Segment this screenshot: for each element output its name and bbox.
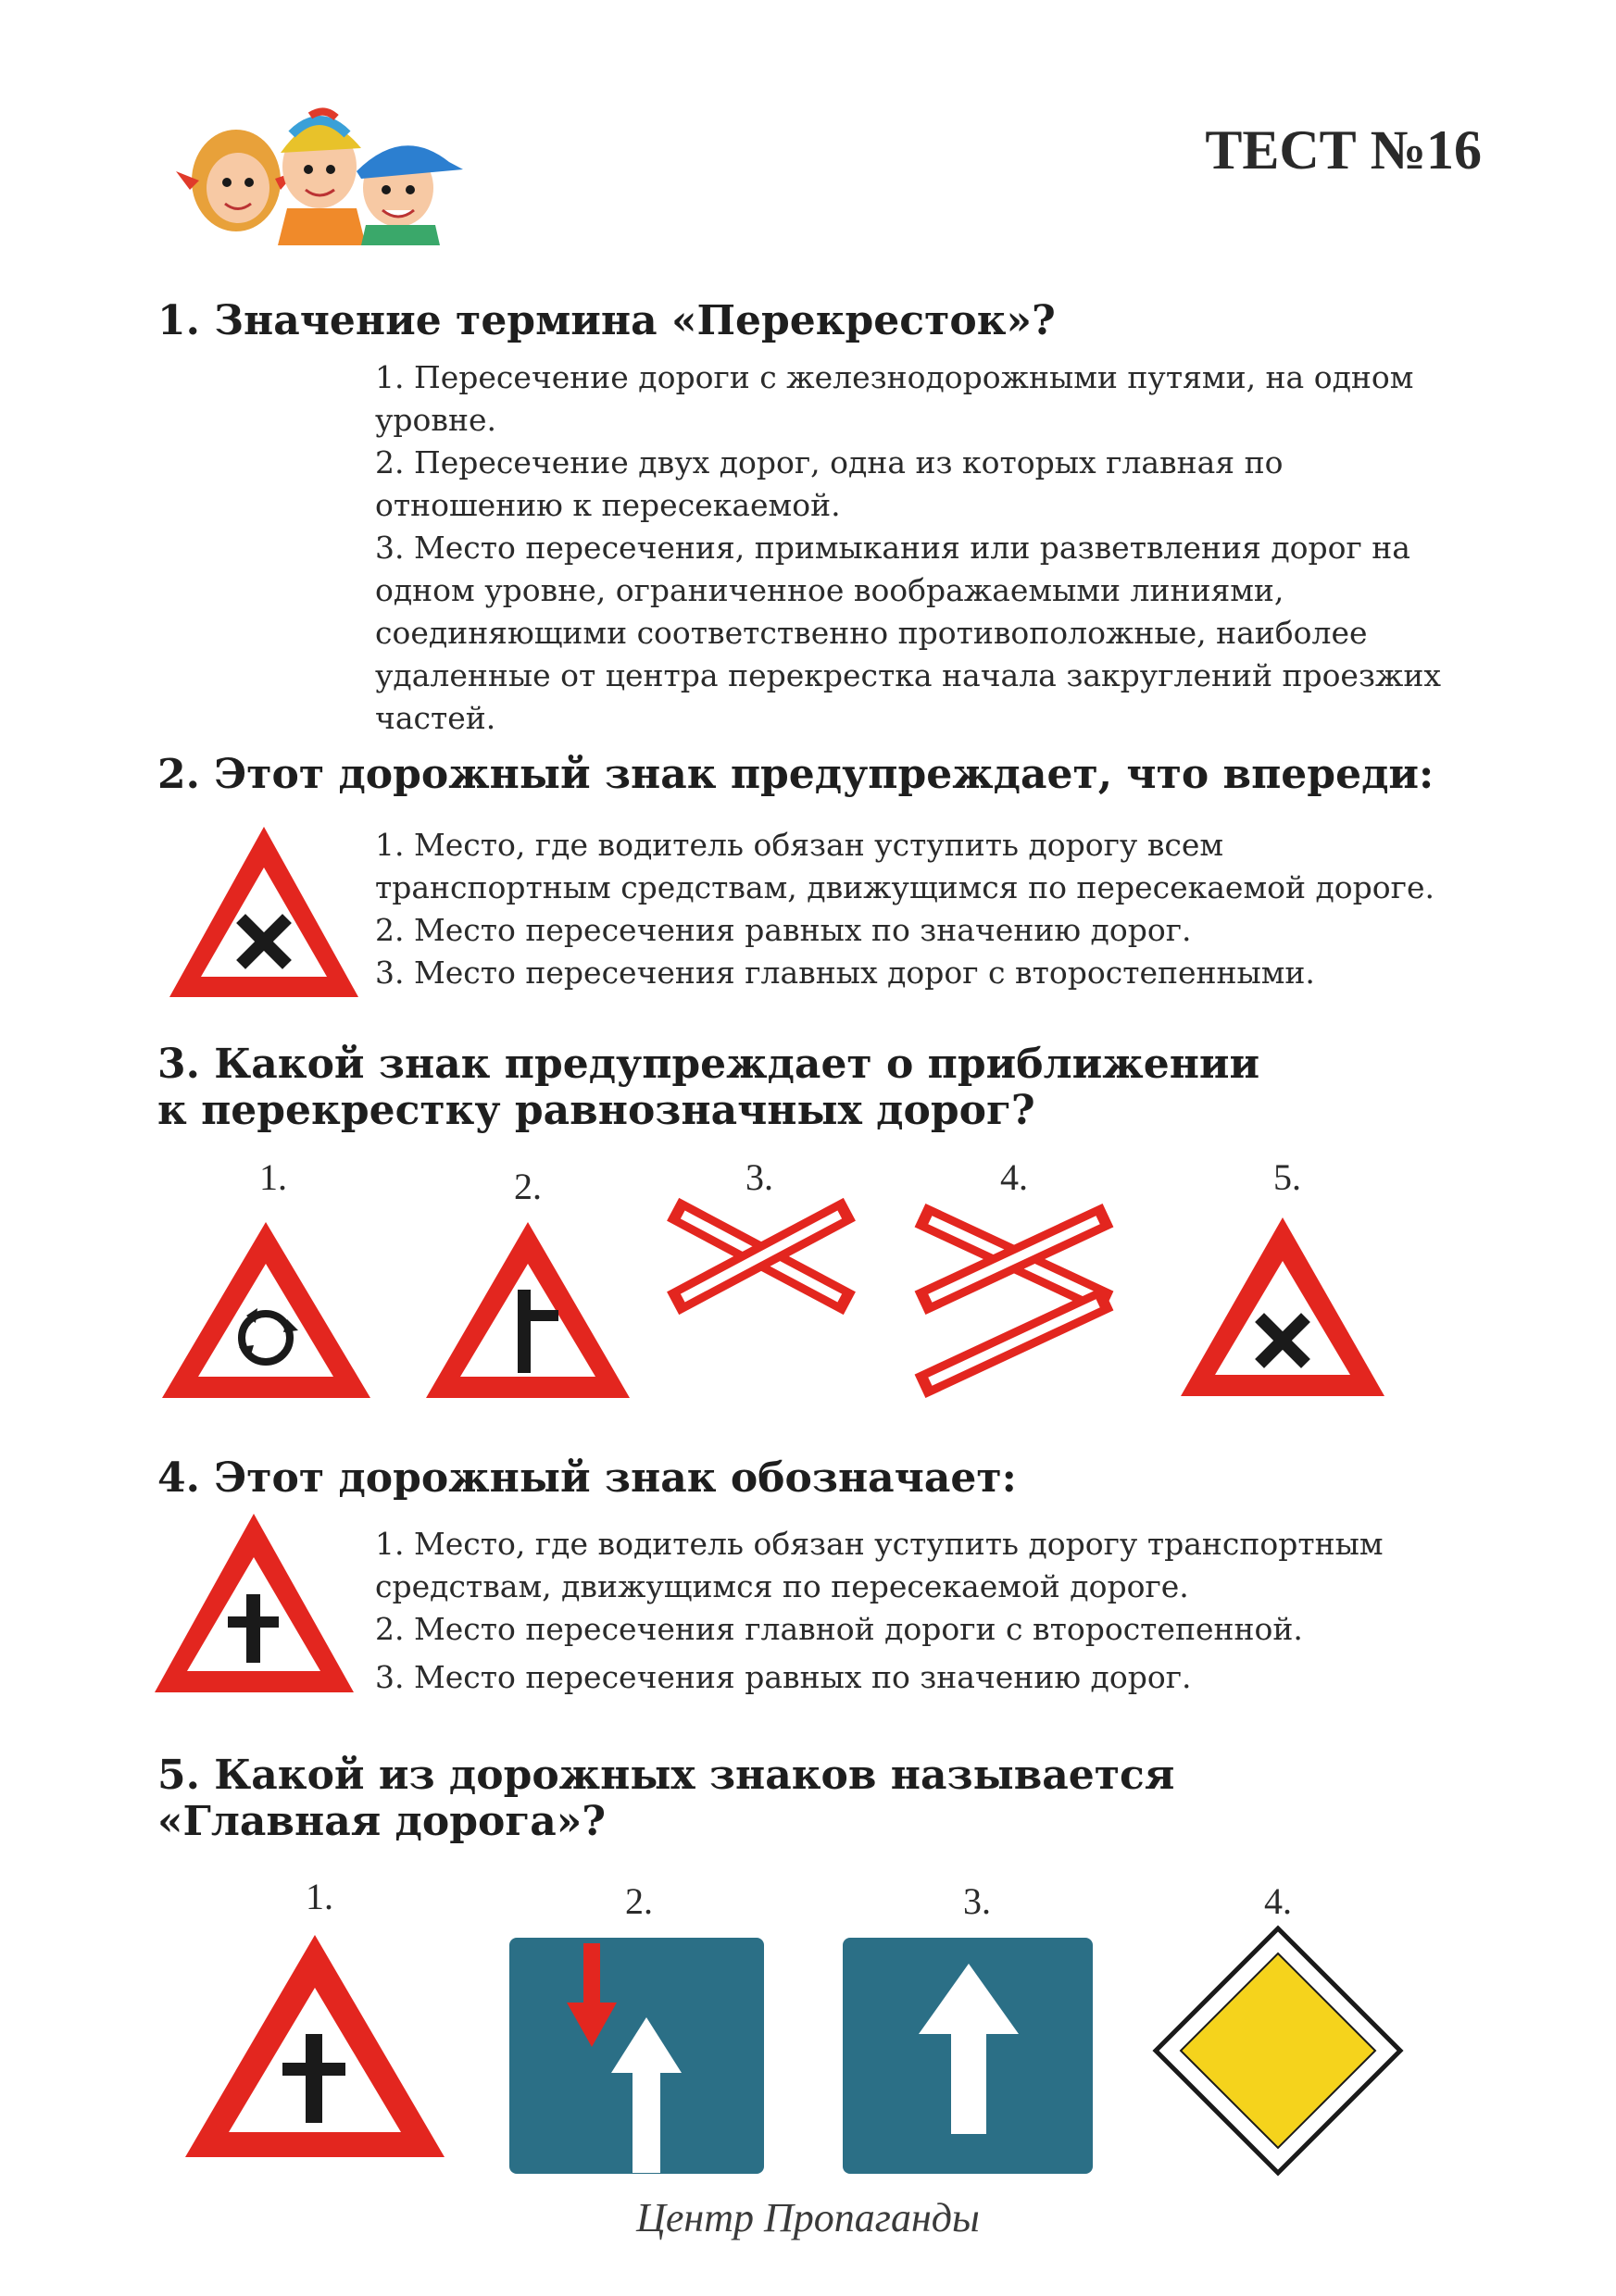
test-title: ТЕСТ №16 bbox=[1205, 119, 1482, 181]
question-1-title: 1. Значение термина «Перекресток»? bbox=[157, 297, 1056, 344]
question-2-answer-1: 1. Место, где водитель обязан уступить дорогу всем транспортным средствам, движущимся по пересекаемой дороге. bbox=[375, 827, 1434, 905]
question-5-option-3-label: 3. bbox=[963, 1880, 991, 1922]
question-4-title: 4. Этот дорожный знак обозначает: bbox=[157, 1454, 1017, 1502]
sign-side-road-junction bbox=[421, 1217, 634, 1403]
question-1-answers bbox=[375, 356, 1459, 740]
sign-railway-crossing-double bbox=[908, 1204, 1121, 1375]
question-3-title-line-1: 3. Какой знак предупреждает о приближении bbox=[157, 1041, 1260, 1088]
question-5-title-line-2: «Главная дорога»? bbox=[157, 1798, 607, 1845]
sign-main-road-diamond bbox=[1153, 1926, 1403, 2176]
warning-sign-main-road-crossing bbox=[150, 1509, 358, 1699]
sign-priority-over-oncoming bbox=[509, 1938, 764, 2174]
question-3-option-1-label: 1. bbox=[259, 1156, 287, 1198]
question-4-answers bbox=[375, 1523, 1449, 1699]
question-3-option-4-label: 4. bbox=[1000, 1156, 1028, 1198]
question-1-answer-3: 3. Место пересечения, примыкания или разветвления дорог на одном уровне, ограниченное воображаемыми линиями, соединяющими соответственно противоположные, наиболее удаленные от центра перекрестка начала закруглений проезжих частей. bbox=[375, 530, 1441, 736]
question-4-answer-3: 3. Место пересечения равных по значению дорог. bbox=[375, 1659, 1192, 1695]
children-illustration bbox=[171, 79, 477, 245]
question-5-option-1-label: 1. bbox=[306, 1876, 333, 1917]
footer-credit: Центр Пропаганды bbox=[636, 2195, 980, 2240]
question-4-answer-2: 2. Место пересечения главной дороги с второстепенной. bbox=[375, 1611, 1303, 1647]
question-5-option-2-label: 2. bbox=[625, 1880, 653, 1922]
sign-main-road-crossing bbox=[181, 1930, 449, 2162]
sign-crossroads-equal bbox=[1176, 1213, 1389, 1403]
sign-railway-crossing-single bbox=[662, 1204, 861, 1310]
sign-one-way-road bbox=[843, 1938, 1093, 2174]
question-2-answers bbox=[375, 824, 1468, 994]
question-1-answer-1: 1. Пересечение дороги с железнодорожными путями, на одном уровне. bbox=[375, 359, 1414, 438]
question-2-answer-3: 3. Место пересечения главных дорог с второстепенными. bbox=[375, 955, 1315, 991]
question-5-title-line-1: 5. Какой из дорожных знаков называется bbox=[157, 1752, 1175, 1799]
question-3-title-line-2: к перекрестку равнозначных дорог? bbox=[157, 1087, 1035, 1134]
question-3-option-3-label: 3. bbox=[745, 1156, 773, 1198]
question-4-answer-1: 1. Место, где водитель обязан уступить дорогу транспортным средствам, движущимся по пересекаемой дороге. bbox=[375, 1526, 1384, 1604]
sign-roundabout bbox=[157, 1217, 375, 1403]
question-5-option-4-label: 4. bbox=[1264, 1880, 1292, 1922]
warning-sign-crossroads-x bbox=[162, 819, 366, 1004]
question-3-option-5-label: 5. bbox=[1273, 1156, 1301, 1198]
question-1-answer-2: 2. Пересечение двух дорог, одна из которых главная по отношению к пересекаемой. bbox=[375, 444, 1284, 523]
question-2-answer-2: 2. Место пересечения равных по значению дорог. bbox=[375, 912, 1192, 948]
question-2-title: 2. Этот дорожный знак предупреждает, что впереди: bbox=[157, 751, 1434, 798]
question-3-option-2-label: 2. bbox=[514, 1166, 542, 1207]
